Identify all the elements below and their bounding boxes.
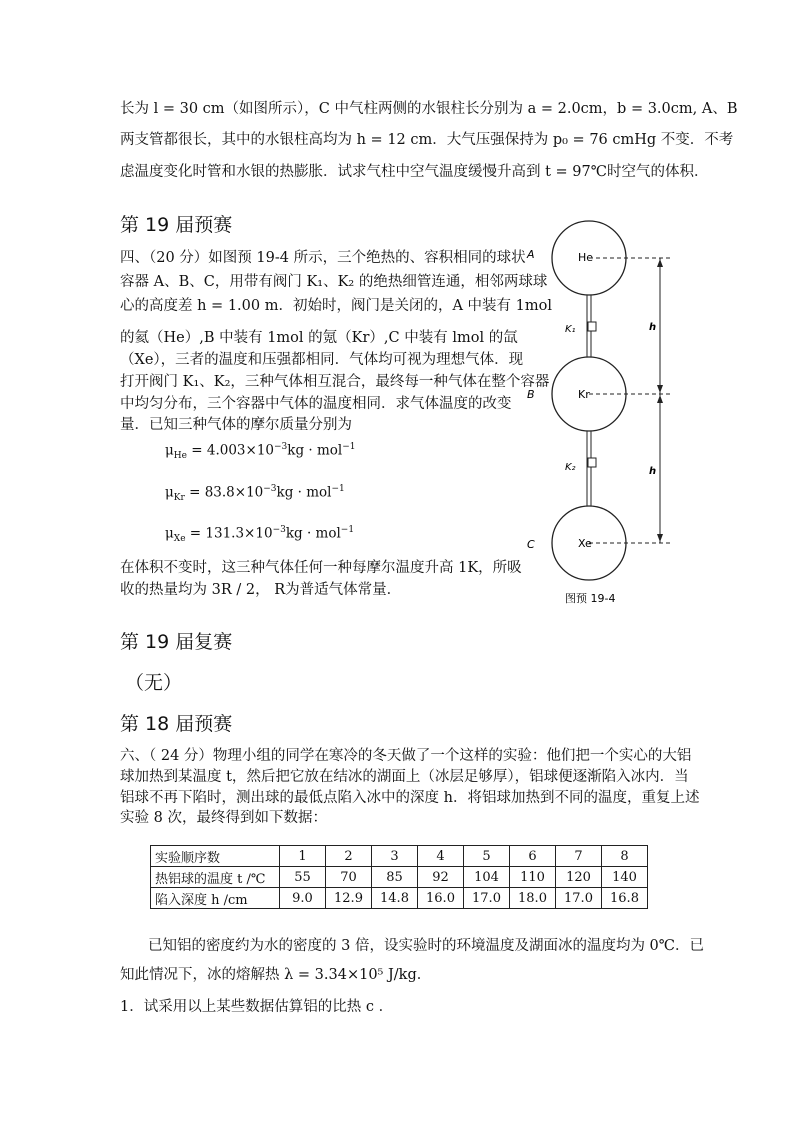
- pre19-line-1: 四、（20 分）如图预 19-4 所示，三个绝热的、容积相同的球状: [120, 250, 526, 266]
- table-cell: 5: [464, 846, 510, 867]
- ball-label-he: He: [578, 251, 594, 264]
- valve-k2: [588, 458, 596, 467]
- row-header: 陷入深度 h /cm: [151, 888, 280, 909]
- h-label-1: h: [649, 322, 657, 333]
- table-cell: 14.8: [372, 888, 418, 909]
- table-cell: 18.0: [510, 888, 556, 909]
- formula-xe: $\mu_{Xe} = 131.3\times 10^{-3}kg \cdot mol^{-1}$: [165, 525, 355, 545]
- table-cell: 6: [510, 846, 556, 867]
- arrow-top: [657, 259, 663, 267]
- pre19-line-6: 打开阀门 K₁、K₂，三种气体相互混合，最终每一种气体在整个容器: [120, 374, 550, 390]
- section-title-19-pre: 第 19 届预赛: [120, 214, 233, 236]
- table-cell: 4: [418, 846, 464, 867]
- table-cell: 17.0: [556, 888, 602, 909]
- arrow-mid-up: [657, 385, 663, 393]
- pre18-question-1: 1．试采用以上某些数据估算铝的比热 c ．: [120, 999, 394, 1015]
- intro-line-3: 虑温度变化时管和水银的热膨胀．试求气柱中空气温度缓慢升高到 t = 97℃时空气的体积．: [120, 164, 709, 180]
- tube-bc: [587, 431, 591, 506]
- formula-kr: $\mu_{Kr} = 83.8\times 10^{-3}kg \cdot mol^{-1}$: [165, 484, 345, 504]
- intro-line-1: 长为 l = 30 cm（如图所示），C 中气柱两侧的水银柱长分别为 a = 2.0cm，b = 3.0cm, A、B: [120, 101, 738, 117]
- table-cell: 16.0: [418, 888, 464, 909]
- figure-caption: 图预 19-4: [565, 592, 616, 605]
- label-b: B: [527, 388, 535, 401]
- arrow-mid-down: [657, 395, 663, 403]
- table-cell: 17.0: [464, 888, 510, 909]
- table-row: [151, 888, 648, 909]
- data-table: [150, 845, 648, 909]
- table-cell: 7: [556, 846, 602, 867]
- table-cell: 70: [326, 867, 372, 888]
- table-row: [151, 846, 648, 867]
- table-cell: 1: [280, 846, 326, 867]
- table-cell: 110: [510, 867, 556, 888]
- table-cell: 104: [464, 867, 510, 888]
- table-cell: 55: [280, 867, 326, 888]
- ball-label-kr: Kr: [578, 388, 590, 401]
- pre19-tail-1: 在体积不变时，这三种气体任何一种每摩尔温度升高 1K，所吸: [120, 560, 522, 576]
- pre18-after-1: 已知铝的密度约为水的密度的 3 倍，设实验时的环境温度及湖面冰的温度均为 0℃．已: [148, 938, 704, 954]
- intro-line-2: 两支管都很长，其中的水银柱高均为 h = 12 cm．大气压强保持为 p₀ = 76 cmHg 不变．不考: [120, 132, 734, 148]
- pre18-line-4: 实验 8 次，最终得到如下数据：: [120, 810, 327, 826]
- table-cell: 8: [602, 846, 648, 867]
- table-cell: 16.8: [602, 888, 648, 909]
- table-cell: 2: [326, 846, 372, 867]
- label-a: A: [527, 248, 535, 261]
- pre18-line-3: 铝球不再下陷时，测出球的最低点陷入冰中的深度 h．将铝球加热到不同的温度，重复上述: [120, 790, 700, 806]
- pre18-line-2: 球加热到某温度 t，然后把它放在结冰的湖面上（冰层足够厚），铝球便逐渐陷入冰内．当: [120, 769, 689, 785]
- row-header: 实验顺序数: [151, 846, 280, 867]
- arrow-bottom: [657, 534, 663, 542]
- pre19-line-5: （Xe），三者的温度和压强都相同．气体均可视为理想气体．现: [120, 352, 524, 368]
- table-row: [151, 867, 648, 888]
- table-cell: 12.9: [326, 888, 372, 909]
- section-title-19-final: 第 19 届复赛: [120, 631, 233, 653]
- pre18-line-1: 六、（ 24 分）物理小组的同学在寒冷的冬天做了一个这样的实验：他们把一个实心的大铝: [120, 748, 692, 764]
- pre19-line-8: 量．已知三种气体的摩尔质量分别为: [120, 417, 352, 433]
- pre19-line-7: 中均匀分布，三个容器中气体的温度相同．求气体温度的改变: [120, 396, 512, 412]
- pre19-line-2: 容器 A、B、C，用带有阀门 K₁、K₂ 的绝热细管连通，相邻两球球: [120, 274, 548, 290]
- valve-k1: [588, 322, 596, 331]
- table-cell: 85: [372, 867, 418, 888]
- table-cell: 3: [372, 846, 418, 867]
- table-cell: 120: [556, 867, 602, 888]
- h-label-2: h: [649, 466, 657, 477]
- pre19-tail-2: 收的热量均为 3R / 2， R为普适气体常量．: [120, 582, 402, 598]
- figure-19-4: [515, 212, 690, 607]
- table-cell: 92: [418, 867, 464, 888]
- row-header: 热铝球的温度 t /℃: [151, 867, 280, 888]
- section-title-18-pre: 第 18 届预赛: [120, 713, 233, 735]
- table-cell: 140: [602, 867, 648, 888]
- valve-label-k2: K₂: [565, 462, 576, 473]
- valve-label-k1: K₁: [565, 324, 576, 335]
- table-cell: 9.0: [280, 888, 326, 909]
- formula-he: $\mu_{He} = 4.003\times 10^{-3}kg \cdot mol^{-1}$: [165, 442, 356, 462]
- label-c: C: [527, 538, 535, 551]
- ball-label-xe: Xe: [578, 537, 592, 550]
- pre19-line-3: 心的高度差 h = 1.00 m．初始时，阀门是关闭的，A 中装有 1mol: [120, 298, 552, 314]
- pre19-line-4: 的氦（He）,B 中装有 1mol 的氪（Kr）,C 中装有 lmol 的氙: [120, 330, 518, 346]
- none-text: （无）: [125, 672, 183, 694]
- pre18-after-2: 知此情况下，冰的熔解热 λ = 3.34×10⁵ J/kg．: [120, 967, 432, 983]
